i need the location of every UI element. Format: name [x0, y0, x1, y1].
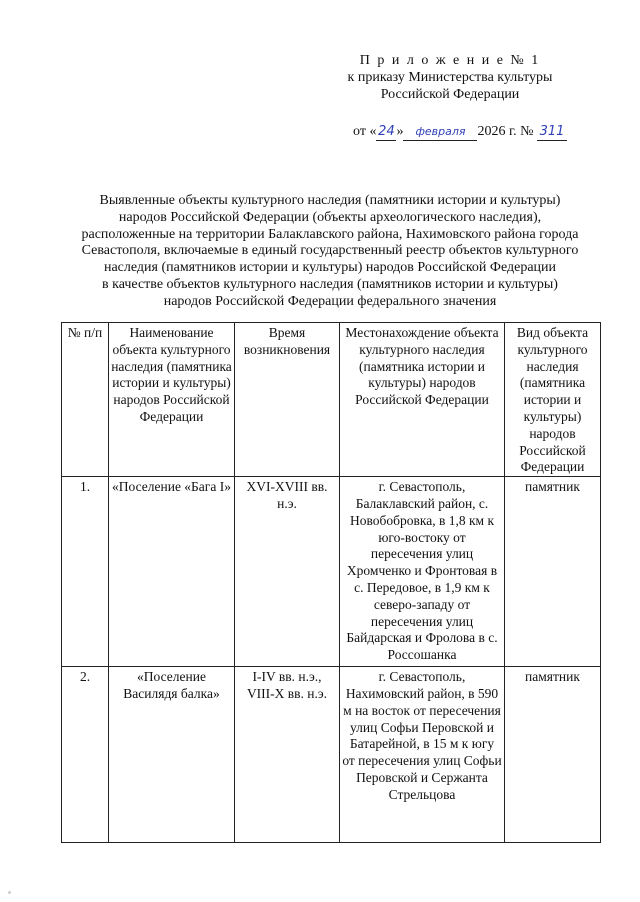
cell-number: 2. — [62, 667, 109, 843]
header-period: Время возникновения — [235, 323, 340, 477]
order-day-handwritten: 24 — [378, 124, 395, 139]
cell-location: г. Севастополь, Нахимовский район, в 590 м на восток от пересечения улиц Софьи Перовской и Батарейной, в 15 м к югу от пересечения улиц Софьи Перовской и Сержанта Стрельцова — [340, 667, 505, 843]
title-line: в качестве объектов культурного наследия (памятников истории и культуры) — [102, 276, 558, 292]
order-quote-close: » — [396, 124, 404, 139]
scan-speck — [8, 891, 11, 894]
order-date-line — [330, 123, 590, 141]
table-header-row — [62, 323, 601, 477]
title-line: народов Российской Федерации (объекты археологического наследия), — [118, 209, 542, 225]
order-prefix: от « — [353, 124, 377, 139]
cell-period: I-IV вв. н.э., VIII-X вв. н.э. — [235, 667, 340, 843]
header-number: № п/п — [62, 323, 109, 477]
cell-object-name: «Поселение «Бага I» — [109, 477, 235, 667]
header-object-name: Наименование объекта культурного наследия (памятника истории и культуры) народов Российской Федерации — [109, 323, 235, 477]
cell-object-name: «Поселение Василядя балка» — [109, 667, 235, 843]
cell-number: 1. — [62, 477, 109, 667]
order-number-handwritten: 311 — [537, 123, 567, 141]
header-object-type: Вид объекта культурного наследия (памятника истории и культуры) народов Российской Федерации — [505, 323, 601, 477]
title-line: расположенные на территории Балаклавского района, Нахимовского района города — [81, 226, 579, 242]
title-line: Севастополя, включаемые в единый государственный реестр объектов культурного — [81, 243, 579, 259]
title-line: наследия (памятников истории и культуры) народов Российской Федерации — [103, 260, 557, 276]
header-location: Местонахождение объекта культурного наследия (памятника истории и культуры) народов Российской Федерации — [340, 323, 505, 477]
order-year-text: 2026 г. № — [477, 124, 534, 139]
order-month-handwritten: февраля — [403, 123, 477, 141]
title-line: Выявленные объекты культурного наследия (памятники истории и культуры) — [99, 193, 561, 208]
title-line: народов Российской Федерации федерального значения — [163, 293, 497, 309]
heritage-objects-table — [61, 322, 601, 843]
appendix-ministry-line: к приказу Министерства культуры — [347, 70, 553, 85]
table-row — [62, 667, 601, 843]
document-title — [60, 193, 600, 311]
appendix-title: П р и л о ж е н и е № 1 — [359, 53, 541, 68]
appendix-federation-line: Российской Федерации — [380, 87, 520, 102]
cell-object-type: памятник — [505, 477, 601, 667]
cell-location: г. Севастополь, Балаклавский район, с. Новобобровка, в 1,8 км к юго-востоку от пересечения улиц Хромченко и Фронтовая в с. Передовое, в 1,9 км к северо-западу от пересечения улиц Байдарская и Фролова в с. Россошанка — [340, 477, 505, 667]
appendix-header — [330, 52, 570, 103]
table-row — [62, 477, 601, 667]
cell-object-type: памятник — [505, 667, 601, 843]
cell-period: XVI-XVIII вв. н.э. — [235, 477, 340, 667]
